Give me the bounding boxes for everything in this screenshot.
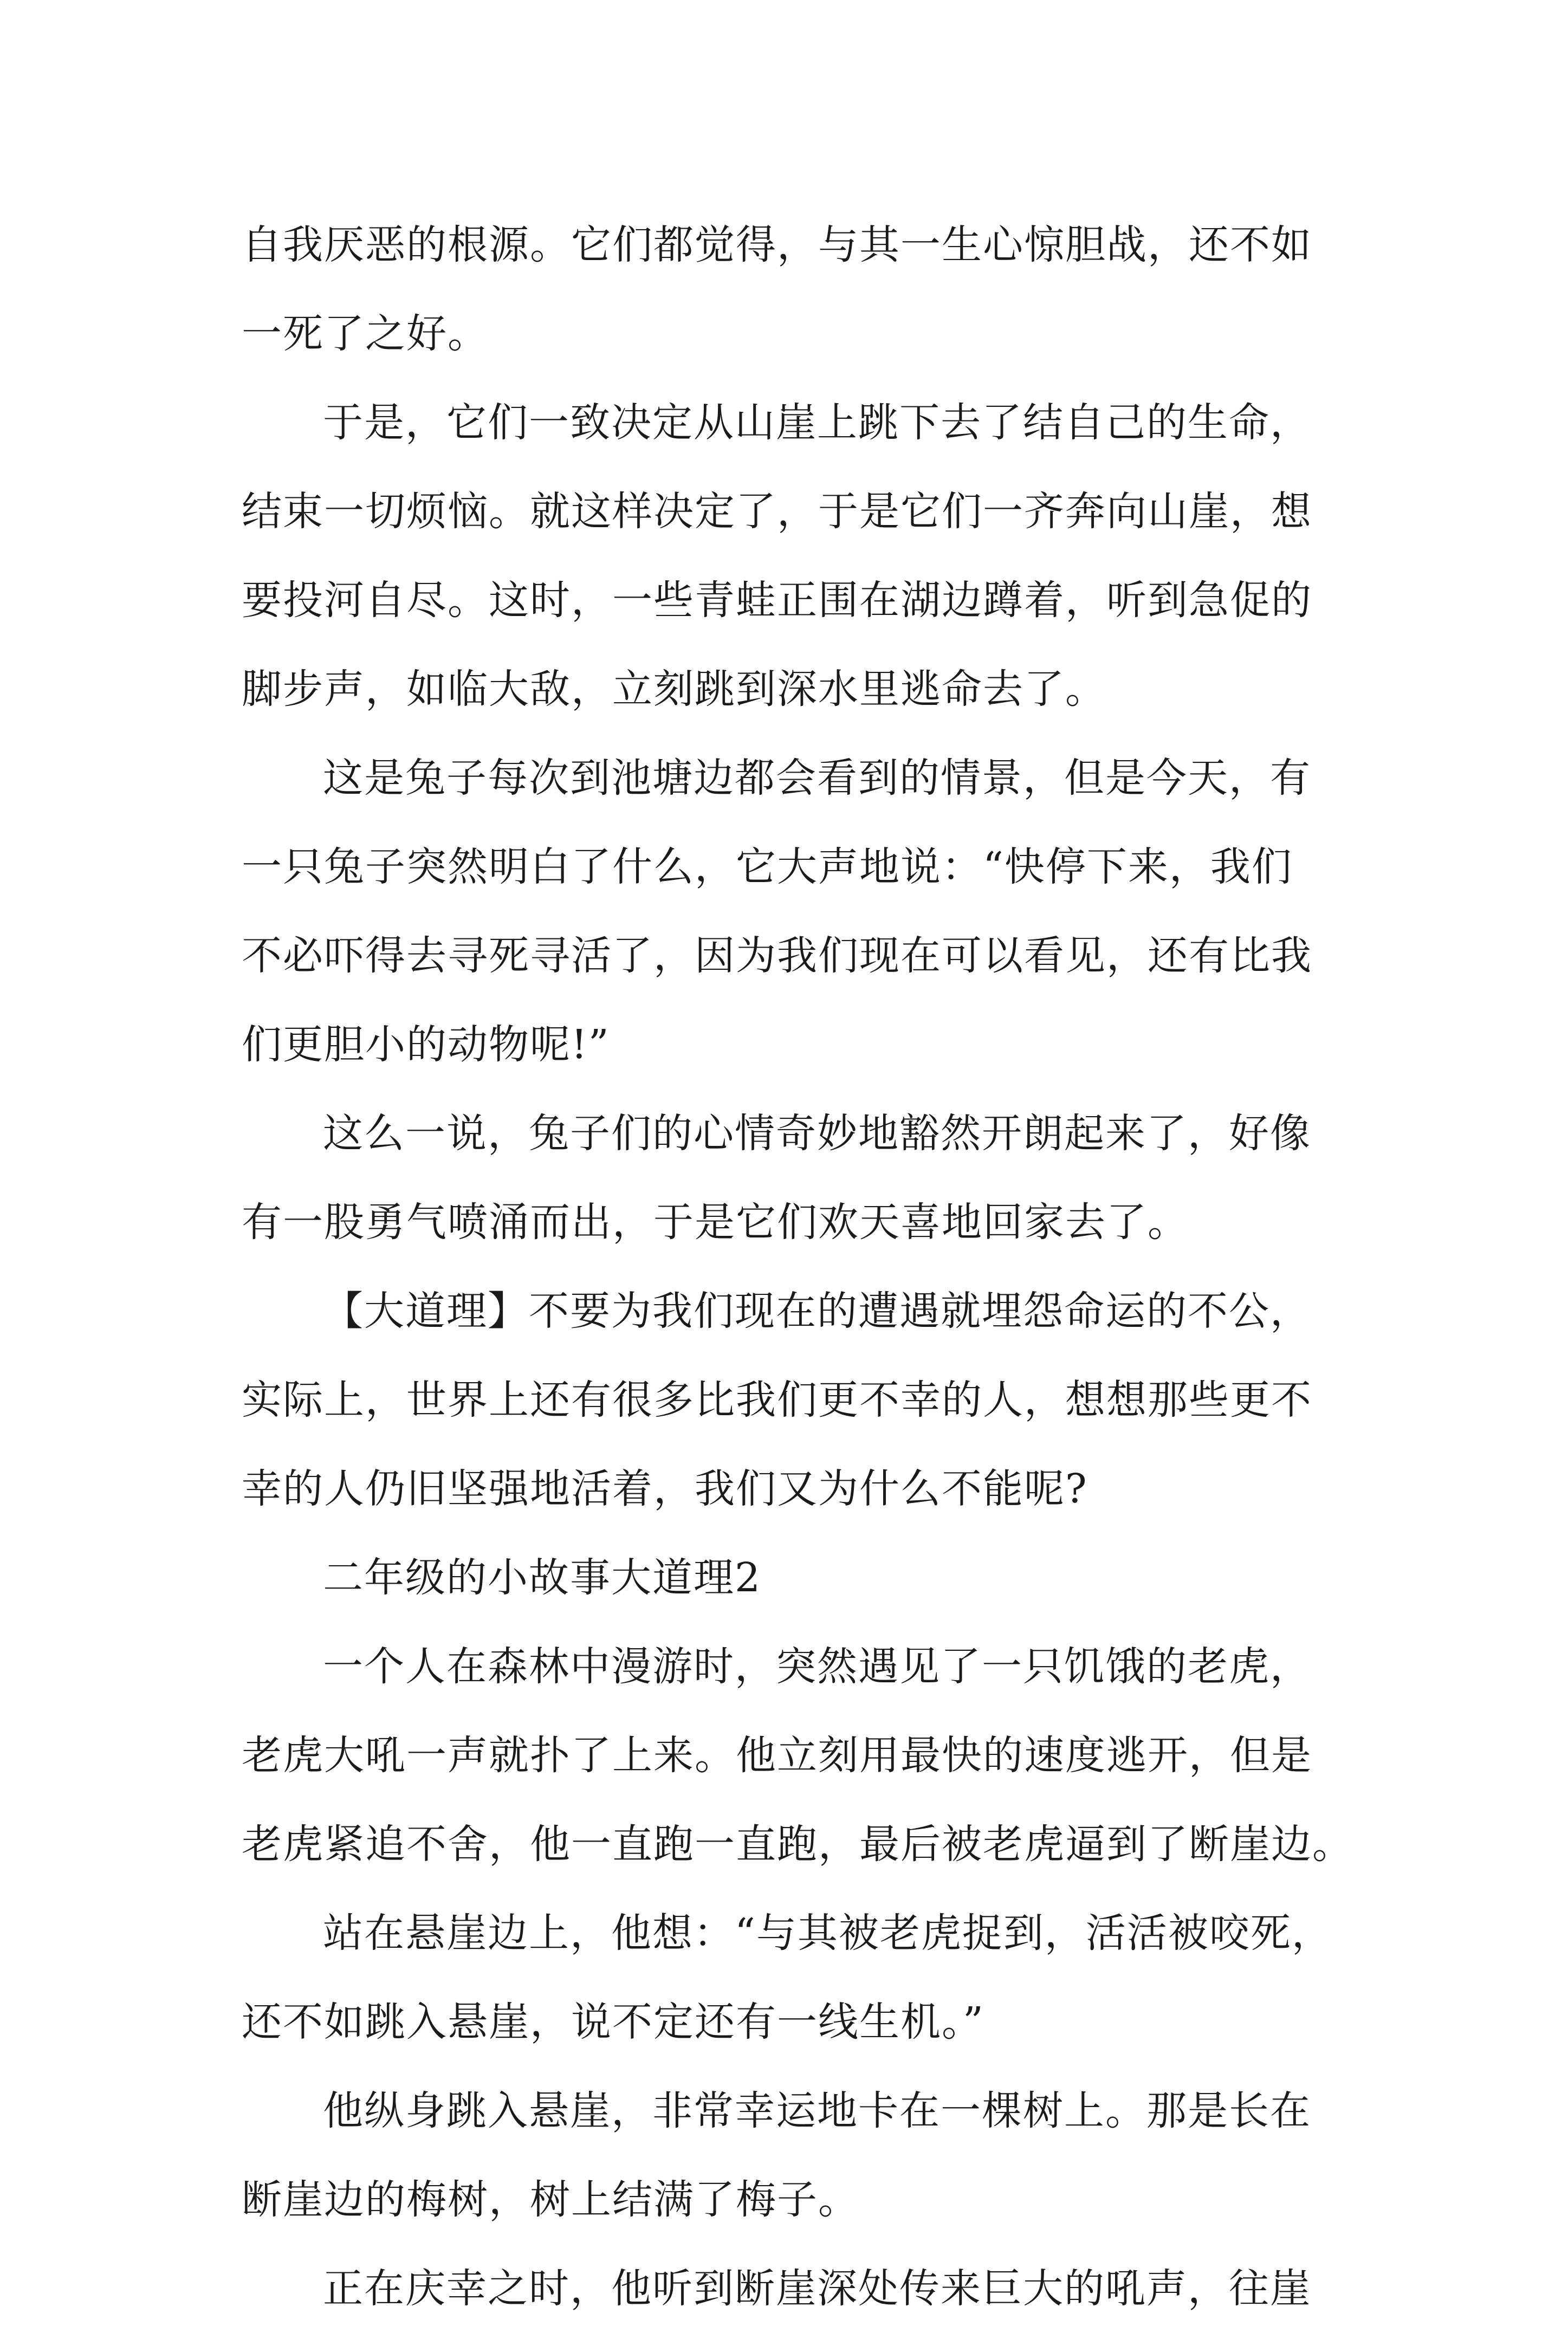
- text-line: 断崖边的梅树，树上结满了梅子。: [242, 2176, 859, 2223]
- paragraph-start-line: 正在庆幸之时，他听到断崖深处传来巨大的吼声，往崖: [323, 2265, 1311, 2312]
- text-line: 要投河自尽。这时，一些青蛙正围在湖边蹲着，听到急促的: [242, 577, 1312, 624]
- text-line: 还不如跳入悬崖，说不定还有一线生机。”: [242, 1999, 984, 2045]
- moral-heading-line: 【大道理】不要为我们现在的遭遇就埋怨命运的不公，: [323, 1288, 1311, 1334]
- paragraph-start-line: 站在悬崖边上，他想：“与其被老虎捉到，活活被咬死，: [323, 1910, 1333, 1956]
- section-title: 二年级的小故事大道理2: [323, 1554, 762, 1601]
- text-line: 老虎大吼一声就扑了上来。他立刻用最快的速度逃开，但是: [242, 1732, 1312, 1779]
- text-line: 自我厌恶的根源。它们都觉得，与其一生心惊胆战，还不如: [242, 222, 1312, 268]
- paragraph-start-line: 他纵身跳入悬崖，非常幸运地卡在一棵树上。那是长在: [323, 2088, 1311, 2134]
- paragraph-start-line: 这么一说，兔子们的心情奇妙地豁然开朗起来了，好像: [323, 1110, 1311, 1157]
- paragraph-start-line: 这是兔子每次到池塘边都会看到的情景，但是今天，有: [323, 755, 1311, 801]
- text-line: 们更胆小的动物呢!”: [242, 1021, 610, 1068]
- document-body: [242, 200, 1352, 2333]
- text-line: 不必吓得去寻死寻活了，因为我们现在可以看见，还有比我: [242, 932, 1312, 979]
- paragraph-start-line: 于是，它们一致决定从山崖上跳下去了结自己的生命，: [323, 399, 1311, 446]
- text-line: 一死了之好。: [242, 310, 489, 357]
- text-line: 老虎紧追不舍，他一直跑一直跑，最后被老虎逼到了断崖边。: [242, 1821, 1353, 1868]
- text-line: 一只兔子突然明白了什么，它大声地说：“快停下来，我们: [242, 844, 1293, 890]
- text-line: 实际上，世界上还有很多比我们更不幸的人，想想那些更不: [242, 1377, 1312, 1423]
- paragraph-start-line: 一个人在森林中漫游时，突然遇见了一只饥饿的老虎，: [323, 1643, 1311, 1690]
- text-line: 有一股勇气喷涌而出，于是它们欢天喜地回家去了。: [242, 1199, 1189, 1246]
- text-line: 脚步声，如临大敌，立刻跳到深水里逃命去了。: [242, 666, 1106, 712]
- text-line: 结束一切烦恼。就这样决定了，于是它们一齐奔向山崖，想: [242, 488, 1312, 535]
- text-line: 幸的人仍旧坚强地活着，我们又为什么不能呢?: [242, 1466, 1088, 1512]
